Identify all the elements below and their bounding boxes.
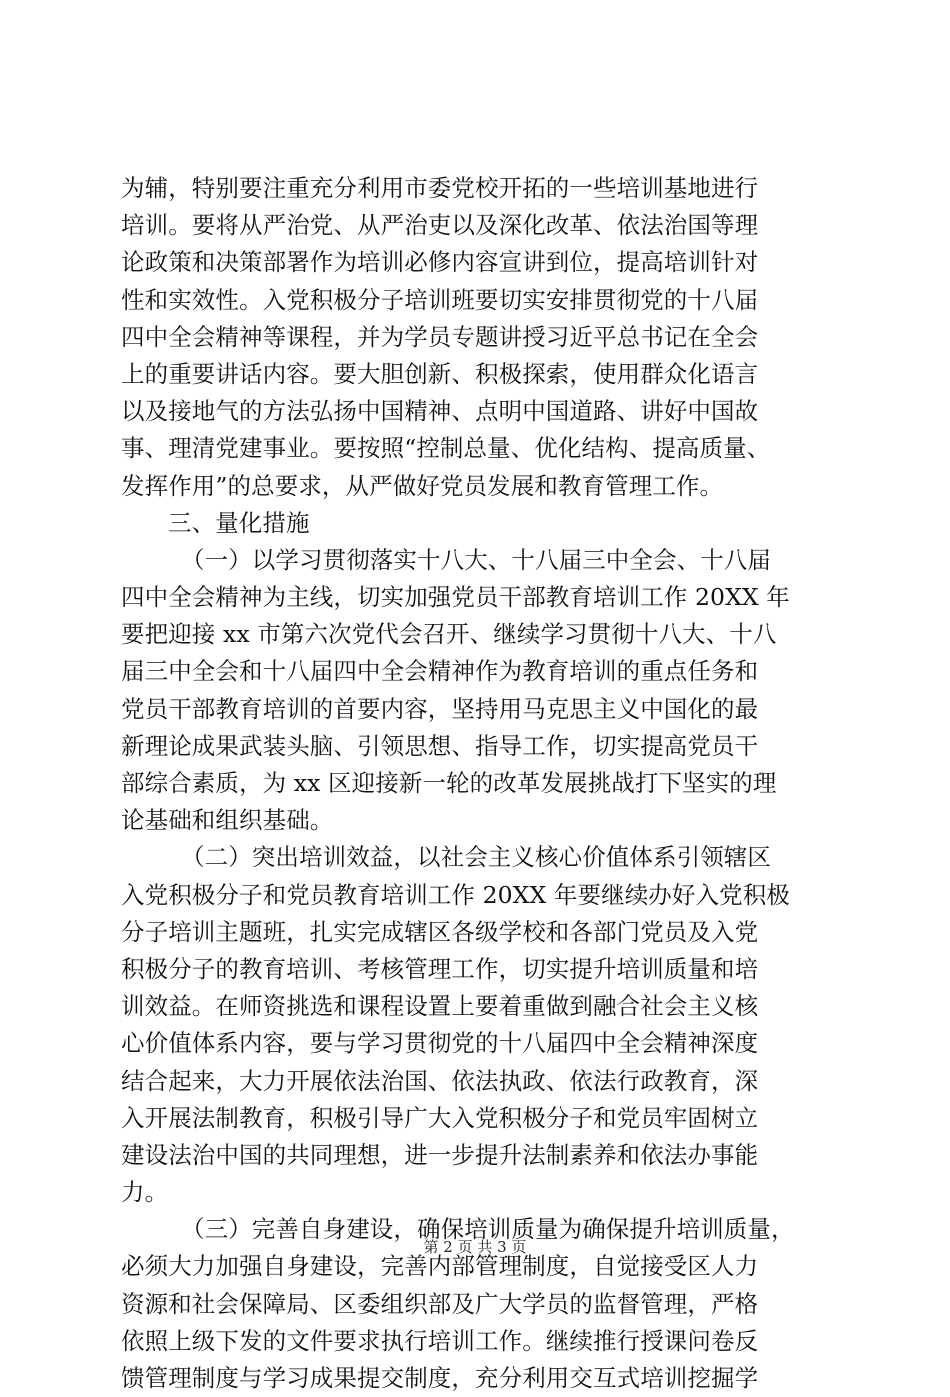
text-line: 力。 bbox=[121, 1178, 169, 1207]
text-line: 党员干部教育培训的首要内容，坚持用马克思主义中国化的最 bbox=[121, 694, 759, 723]
text-line: 四中全会精神等课程，并为学员专题讲授习近平总书记在全会 bbox=[121, 322, 759, 351]
text-line: 必须大力加强自身建设，完善内部管理制度，自觉接受区人力 bbox=[121, 1252, 759, 1281]
text-line: 训效益。在师资挑选和课程设置上要着重做到融合社会主义核 bbox=[121, 992, 759, 1021]
text-line: 论政策和决策部署作为培训必修内容宣讲到位，提高培训针对 bbox=[121, 248, 759, 277]
paragraph-start-line: （三）完善自身建设，确保培训质量为确保提升培训质量， bbox=[181, 1215, 795, 1244]
text-line: 积极分子的教育培训、考核管理工作，切实提升培训质量和培 bbox=[121, 954, 759, 983]
text-line: 要把迎接 xx 市第六次党代会召开、继续学习贯彻十八大、十八 bbox=[121, 620, 777, 649]
page-number-footer: 第 2 页 共 3 页 bbox=[423, 1238, 527, 1256]
text-line: 发挥作用”的总要求，从严做好党员发展和教育管理工作。 bbox=[121, 471, 724, 500]
text-line: 培训。要将从严治党、从严治吏以及深化改革、依法治国等理 bbox=[121, 211, 759, 240]
text-line: 资源和社会保障局、区委组织部及广大学员的监督管理，严格 bbox=[121, 1289, 759, 1318]
text-line: 事、理清党建事业。要按照“控制总量、优化结构、提高质量、 bbox=[121, 434, 771, 463]
paragraph-start-line: （一）以学习贯彻落实十八大、十八届三中全会、十八届 bbox=[181, 545, 771, 574]
text-line: 以及接地气的方法弘扬中国精神、点明中国道路、讲好中国故 bbox=[121, 397, 759, 426]
text-line: 馈管理制度与学习成果提交制度，充分利用交互式培训挖掘学 bbox=[121, 1364, 759, 1392]
text-line: 性和实效性。入党积极分子培训班要切实安排贯彻党的十八届 bbox=[121, 285, 759, 314]
text-line: 部综合素质，为 xx 区迎接新一轮的改革发展挑战打下坚实的理 bbox=[121, 769, 777, 797]
text-line: 建设法治中国的共同理想，进一步提升法制素养和依法办事能 bbox=[121, 1140, 759, 1169]
section-heading: 三、量化措施 bbox=[168, 508, 310, 537]
text-line: 届三中全会和十八届四中全会精神作为教育培训的重点任务和 bbox=[121, 657, 759, 686]
text-line: 结合起来，大力开展依法治国、依法执政、依法行政教育，深 bbox=[121, 1066, 759, 1095]
text-line: 依照上级下发的文件要求执行培训工作。继续推行授课问卷反 bbox=[121, 1326, 759, 1355]
text-line: 心价值体系内容，要与学习贯彻党的十八届四中全会精神深度 bbox=[121, 1029, 759, 1058]
text-line: 入开展法制教育，积极引导广大入党积极分子和党员牢固树立 bbox=[121, 1103, 759, 1132]
text-line: 分子培训主题班，扎实完成辖区各级学校和各部门党员及入党 bbox=[121, 917, 759, 946]
text-line: 为辅，特别要注重充分利用市委党校开拓的一些培训基地进行 bbox=[121, 174, 759, 202]
document-body bbox=[121, 170, 841, 1397]
text-line: 上的重要讲话内容。要大胆创新、积极探索，使用群众化语言 bbox=[121, 359, 759, 388]
text-line: 论基础和组织基础。 bbox=[121, 806, 334, 835]
text-line: 新理论成果武装头脑、引领思想、指导工作，切实提高党员干 bbox=[121, 731, 759, 760]
paragraph-start-line: （二）突出培训效益，以社会主义核心价值体系引领辖区 bbox=[181, 843, 771, 872]
text-line: 入党积极分子和党员教育培训工作 20XX 年要继续办好入党积极 bbox=[121, 880, 790, 909]
text-line: 四中全会精神为主线，切实加强党员干部教育培训工作 20XX 年 bbox=[121, 583, 790, 612]
